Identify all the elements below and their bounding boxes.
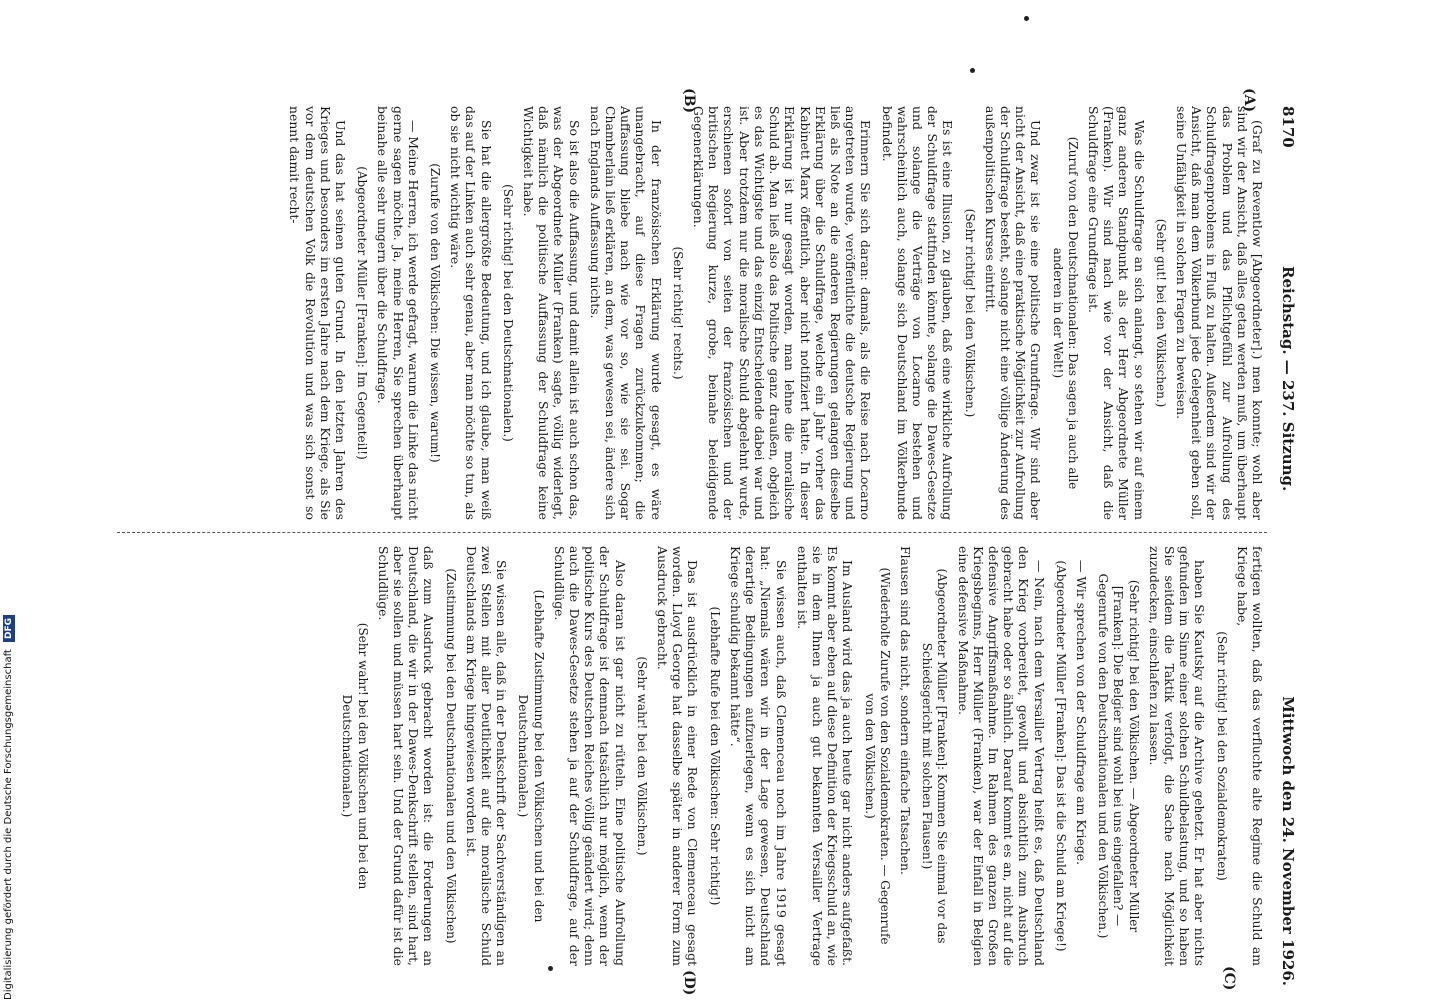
right-column bbox=[115, 546, 1265, 966]
paragraph: Flausen sind das nicht, sondern einfache Tatsachen. bbox=[897, 546, 913, 875]
paragraph: Das ist ausdrücklich in einer Rede von Clemenceau gesagt worden. Lloyd George hat dasselbe später in anderer Form zum Ausdruck gebracht. bbox=[655, 546, 701, 966]
paragraph: Sie wissen alle, daß in der Denkschrift der Sachverständigen an zwei Stellen mit aller Deutlichkeit auf die moralische Schuld Deutschlands am Kriege hingewiesen worden ist. bbox=[463, 546, 510, 966]
session-title: Reichstag. — 237. Sitzung. bbox=[1279, 266, 1297, 492]
paragraph: Im Ausland wird das ja auch heute gar nicht anders aufgefaßt. Es kommt aber eben auf diese Definition der Kriegsschuld an, wie sie in dem Ihnen ja auch gut bekannten Versailler Vertrage enthalten ist. bbox=[794, 546, 856, 966]
interjection: (Zurufe von den Völkischen: Die wissen, warum!) bbox=[428, 163, 443, 463]
paragraph: Was die Schuldfrage an sich anlangt, so stehen wir auf einem ganz anderen Standpunkt als der Herr Abgeordnete Müller (Franken). Wir sind nach wie vor der Ansicht, daß die Schuldfrage eine Grundfrage ist. bbox=[1085, 106, 1147, 520]
paragraph: — Meine Herren, ich werde gefragt, warum die Linke das nicht gerne sagen möchte. Ja, meine Herren, Sie sprechen überhaupt beinahe alle sehr ungern über die Schuldfrage. bbox=[375, 106, 421, 520]
paragraph: So ist also die Auffassung, und damit allein ist auch schon das, was der Abgeordnete Müller (Franken) sagte, völlig widerlegt, daß nämlich die politische Auffassung der Schuldfrage keine Wichtigkeit habe. bbox=[521, 106, 582, 520]
left-column bbox=[115, 106, 1265, 520]
interjection: (Lebhafte Rufe bei den Völkischen: Sehr richtig!) bbox=[707, 606, 722, 906]
paragraph: haben Sie Kautsky auf die Archive gehetzt. Er hat aber nichts gefunden im Sinne einer solchen Schuldbelastung, und so haben Sie seitdem die Taktik verfolgt, die Sache nach Möglichkeit zuzudecken, einschlafen zu lassen. bbox=[1146, 546, 1208, 966]
interjection: (Sehr richtig! bei den Völkischen.) bbox=[962, 208, 977, 418]
paragraph: Es ist eine Illusion, zu glauben, daß eine wirkliche Aufrollung der Schuldfrage stattfinden könnte, solange die Dawes-Gesetze und solange die Verträge von Locarno bestehen und wahrscheinlich auch, solange sich Deutschland im Völkerbunde befindet. bbox=[879, 106, 956, 520]
page-number: 8170 bbox=[1279, 106, 1297, 148]
paragraph: (Graf zu Reventlow [Abgeordneter].) men konnte; wohl aber sind wir der Ansicht, daß alles getan werden muß, um überhaupt das Problem und das Pflichtgefühl zur Aufrollung des Schuldfragenproblems in Fluß zu halten. Außerdem sind wir der Ansicht, daß man dem Völkerbund jede Gelegenheit geben soll, seine Unfähigkeit in solchen Fragen zu beweisen. bbox=[1173, 106, 1265, 520]
interjection: (Lebhafte Zustimmung bei den Völkischen und bei den Deutschnationalen.) bbox=[516, 589, 546, 923]
interjection: (Sehr gut! bei den Völkischen.) bbox=[1153, 218, 1168, 408]
paragraph: Und zwar ist sie eine politische Grundfrage. Wir sind aber nicht der Ansicht, daß eine praktische Möglichkeit zur Aufrollung der Schuldfrage besteht, solange nicht eine völlige Änderung des außenpolitischen Kurses eintritt. bbox=[982, 106, 1044, 520]
interjection: (Sehr richtig! bei den Deutschnationalen.) bbox=[500, 184, 515, 442]
page-header bbox=[1273, 106, 1297, 986]
column-divider bbox=[117, 532, 1267, 533]
session-date: Mittwoch den 24. November 1926. bbox=[1279, 696, 1297, 986]
margin-mark-c: (C) bbox=[1221, 966, 1237, 991]
margin-mark-b: (B) bbox=[681, 88, 697, 114]
interjection: (Zustimmung bei den Deutschnationalen und den Völkischen) bbox=[443, 568, 458, 944]
interjection: (Sehr richtig! bei den Völkischen. — Abgeordneter Müller [Franken]: Die Belgier sind wohl bei uns eingefallen? — Gegenrufe von den Deutschnationalen und den Völkischen.) bbox=[1096, 573, 1141, 939]
interjection: (Zuruf von den Deutschnationalen: Das sagen ja auch alle anderen in der Welt!) bbox=[1050, 136, 1080, 490]
paragraph: Also daran ist gar nicht zu rütteln. Eine politische Aufrollung der Schuldfrage ist demnach tatsächlich nur möglich, wenn der politische Kurs des Deutschen Reiches völlig geändert wird; denn auch die Dawes-Gesetze stehen ja auf der Schuldfrage, auf der Schuldlüge. bbox=[551, 546, 628, 966]
scan-speck bbox=[548, 966, 553, 971]
scan-speck bbox=[970, 68, 975, 73]
margin-mark-a: (A) bbox=[1241, 88, 1257, 113]
paragraph: Und das hat seinen guten Grund. In den letzten Jahren des Krieges und besonders im ersten Jahre nach dem Kriege, als Sie vor dem deutschen Volk die Revolution und was sich sonst so nennt damit recht- bbox=[287, 106, 349, 520]
paragraph: In der französischen Erklärung wurde gesagt, es wäre unangebracht, auf diese Fragen zurückzukommen; die Auffassung bliebe nach wie vor so, wie sie sei. Sogar Chamberlain ließ erklären, an dem, was gewesen sei, ändere sich nach Englands Auffassung nichts. bbox=[587, 106, 664, 520]
digitization-credit bbox=[3, 617, 15, 1000]
interjection: (Sehr richtig! rechts.) bbox=[670, 246, 685, 380]
paragraph: Sie wissen auch, daß Clemenceau noch im Jahre 1919 gesagt hat: „Niemals wären wir in der Lage gewesen, Deutschland derartige Bedingungen aufzuerlegen, wenn es sich nicht am Kriege schuldig bekannt hätte“. bbox=[727, 546, 789, 966]
paragraph: — Wir sprechen von der Schuldfrage am Kriege. bbox=[1073, 560, 1089, 866]
interjection: (Sehr richtig! bei den Sozialdemokraten) bbox=[1214, 631, 1229, 881]
interjection: (Abgeordneter Müller [Franken]: Im Gegenteil!) bbox=[355, 166, 370, 460]
paragraph: — Nein, nach dem Versailler Vertrag heißt es, daß Deutschland den Krieg vorbereitet, gewollt und absichtlich zum Ausbruch gebracht habe oder so ähnlich. Darauf kommt es an, nicht auf die defensive Angriffsmaßnahme. Im Rahmen des ganzen Großen Kriegsbeginns, Herr Müller (Franken), war der Einfall in Belgien eine defensive Maßnahme. bbox=[955, 546, 1047, 966]
rotated-page bbox=[107, 88, 1297, 996]
dfg-logo: DFG bbox=[3, 615, 15, 642]
paragraph: Erinnern Sie sich daran: damals, als die Reise nach Locarno angetreten wurde, veröffentlichte die deutsche Regierung und ließ als Note an die anderen Regierungen gelangen dieselbe Erklärung über die Schuldfrage, welche ein Jahr vorher das Kabinett Marx öffentlich, aber nicht notifiziert hatte. In dieser Erklärung ist nur gesagt worden, man lehne die moralische Schuld ab. Man ließ also das Politische ganz draußen, obgleich es das Wichtigste und das einzig Entscheidende dabei war und ist. Aber trotzdem nur die moralische Schuld abgelehnt wurde, erschienen sofort von seiten der französischen und der britischen Regierung kurze, grobe, beinahe beleidigende Gegenerklärungen. bbox=[691, 106, 874, 520]
margin-mark-d: (D) bbox=[681, 970, 697, 996]
paragraph: Sie hat die allergrößte Bedeutung, und ich glaube, man weiß das auf der Linken auch sehr genau, aber man möchte so tun, als ob sie nicht wichtig wäre. bbox=[448, 106, 494, 520]
interjection: (Abgeordneter Müller [Franken]: Das ist die Schuld am Kriege!) bbox=[1053, 560, 1068, 952]
interjection: (Abgeordneter Müller [Franken]: Kommen Sie einmal vor das Schiedsgericht mit solchen Flausen!) bbox=[920, 568, 950, 944]
credit-text: Digitalisierung gefördert durch die Deutsche Forschungsgemeinschaft bbox=[3, 649, 14, 1000]
paragraph: fertigen wollten, daß das verfluchte alte Regime die Schuld am Kriege habe, bbox=[1234, 546, 1265, 966]
interjection: (Sehr wahr! bei den Völkischen und bei den Deutschnationalen.) bbox=[340, 622, 370, 890]
paragraph: daß zum Ausdruck gebracht worden ist: die Forderungen an Deutschland, die wir in der Dawes-Denkschrift stellen, sind hart, aber sie sollen und müssen hart sein. Und der Grund dafür ist die Schuldlüge. bbox=[375, 546, 437, 966]
interjection: (Wiederholte Zurufe von den Sozialdemokraten. — Gegenrufe von den Völkischen.) bbox=[862, 567, 892, 945]
interjection: (Sehr wahr! bei den Völkischen.) bbox=[634, 656, 649, 856]
scan-speck bbox=[1024, 16, 1029, 21]
